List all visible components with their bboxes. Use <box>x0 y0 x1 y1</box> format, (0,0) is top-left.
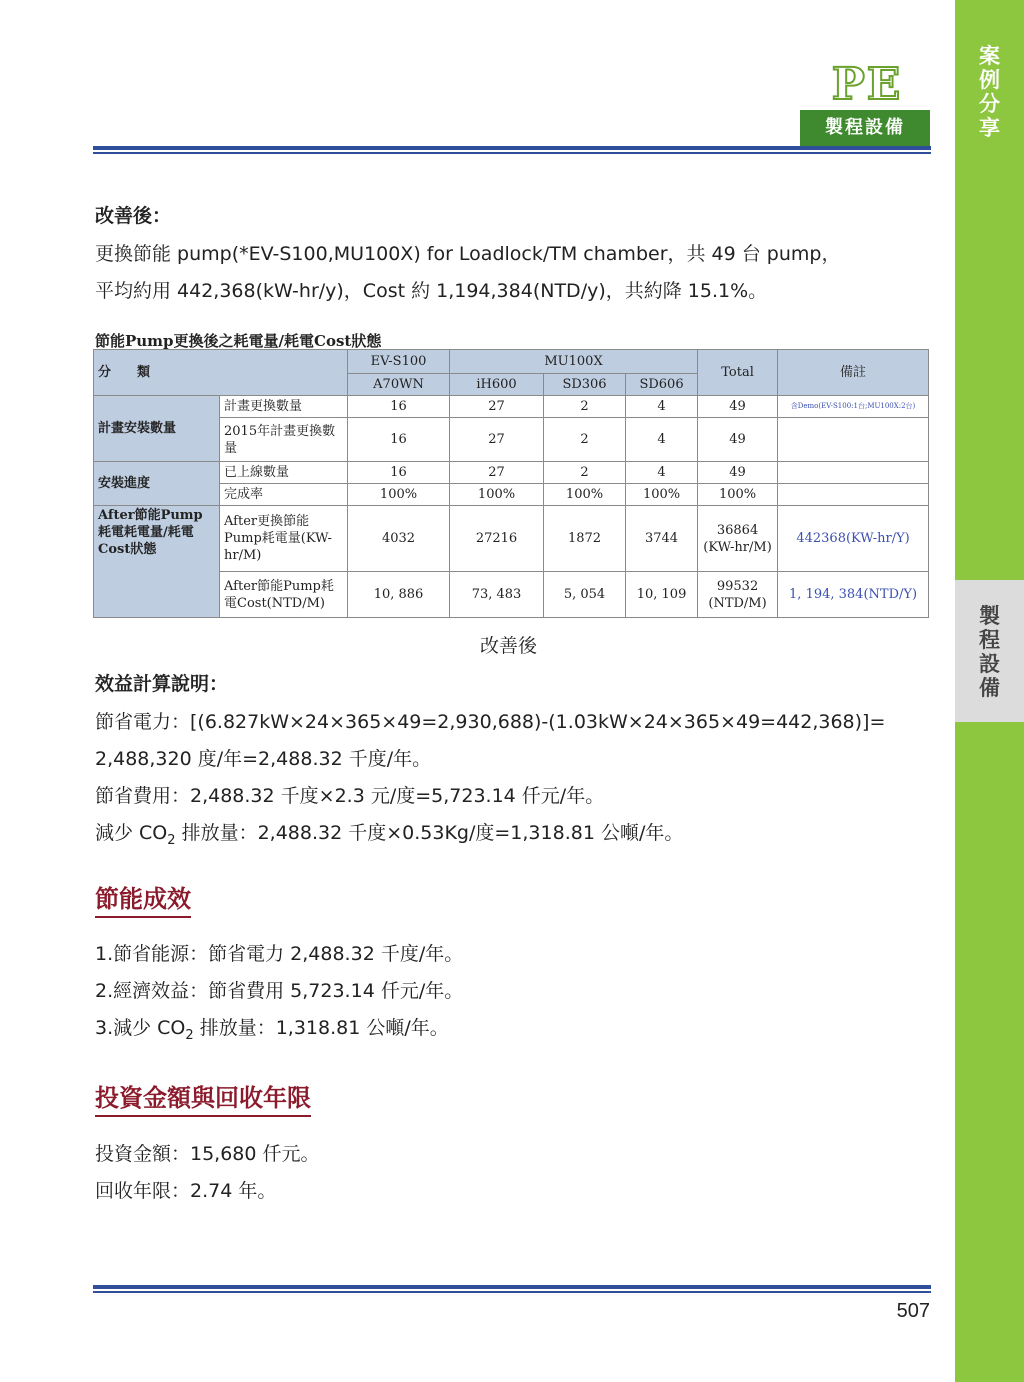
pump-table <box>93 349 929 618</box>
cell: 16 <box>348 462 450 484</box>
group-after: After節能Pump耗電耗電量/耗電Cost狀態 <box>94 506 220 618</box>
cell-total: 49 <box>698 418 778 462</box>
cell: 2 <box>544 462 626 484</box>
improvement-section <box>95 204 935 310</box>
cell: 73, 483 <box>450 572 544 618</box>
list-item: 2.經濟效益：節省費用 5,723.14 仟元/年。 <box>95 980 464 1002</box>
cell: 100% <box>544 484 626 506</box>
cell: 27 <box>450 396 544 418</box>
side-label-tab: 製 程 設 備 <box>979 604 1000 700</box>
payback-period: 回收年限：2.74 年。 <box>95 1180 277 1202</box>
cell-note <box>778 462 929 484</box>
cell: 4032 <box>348 506 450 572</box>
cell-note: 1, 194, 384(NTD/Y) <box>778 572 929 618</box>
row-label: 計畫更換數量 <box>220 396 348 418</box>
cell-note: 含Demo(EV-S100:1台;MU100X:2台) <box>778 396 929 418</box>
cell-total: 100% <box>698 484 778 506</box>
cell: 2 <box>544 396 626 418</box>
group-progress: 安裝進度 <box>94 462 220 506</box>
cell: 27216 <box>450 506 544 572</box>
cell-total: 36864 (KW-hr/M) <box>698 506 778 572</box>
benefit-line-3: 節省費用：2,488.32 千度×2.3 元/度=5,723.14 仟元/年。 <box>95 785 605 807</box>
effect-list <box>95 936 935 1054</box>
improvement-line-2: 平均約用 442,368(kW-hr/y)，Cost 約 1,194,384(NTD/y)，共約降 15.1%。 <box>95 280 768 302</box>
header-rule <box>93 146 931 154</box>
cell: 5, 054 <box>544 572 626 618</box>
benefit-section <box>95 672 935 859</box>
cell: 27 <box>450 462 544 484</box>
page-number: 507 <box>896 1300 930 1322</box>
benefit-heading: 效益計算說明： <box>95 673 229 695</box>
row-label: 完成率 <box>220 484 348 506</box>
header-total: Total <box>698 350 778 396</box>
row-label: After更換節能Pump耗電量(KW-hr/M) <box>220 506 348 572</box>
improvement-line-1: 更換節能 pump(*EV-S100,MU100X) for Loadlock/TM chamber，共 49 台 pump， <box>95 243 841 265</box>
benefit-line-4: 減少 $CO_2$ 排放量：2,488.32 千度×0.53Kg/度=1,318.81 公噸/年。 <box>95 822 684 848</box>
header-mu: MU100X <box>450 350 698 374</box>
row-label: 已上線數量 <box>220 462 348 484</box>
cell: 4 <box>626 396 698 418</box>
group-plan: 計畫安裝數量 <box>94 396 220 462</box>
footer-rule <box>93 1285 931 1293</box>
cell-note: 442368(KW-hr/Y) <box>778 506 929 572</box>
header-model: iH600 <box>450 374 544 396</box>
header-category: 分 類 <box>94 350 348 396</box>
benefit-line-2: 2,488,320 度/年=2,488.32 千度/年。 <box>95 748 432 770</box>
cell: 10, 886 <box>348 572 450 618</box>
row-label: 2015年計畫更換數量 <box>220 418 348 462</box>
list-item: 3.減少 $CO_2$ 排放量：1,318.81 公噸/年。 <box>95 1017 449 1043</box>
cell-note <box>778 484 929 506</box>
cell: 16 <box>348 396 450 418</box>
row-label: After節能Pump耗電Cost(NTD/M) <box>220 572 348 618</box>
cell: 4 <box>626 462 698 484</box>
benefit-line-1: 節省電力：[(6.827kW×24×365×49=2,930,688)-(1.03kW×24×365×49=442,368)]= <box>95 711 886 733</box>
header-model: A70WN <box>348 374 450 396</box>
side-label-top: 案 例 分 享 <box>979 44 1000 140</box>
cell: 100% <box>626 484 698 506</box>
table-title: 節能Pump更換後之耗電量/耗電Cost狀態 <box>95 332 382 350</box>
list-item: 1.節省能源：節省電力 2,488.32 千度/年。 <box>95 943 464 965</box>
header-model: SD606 <box>626 374 698 396</box>
cell-total: 49 <box>698 396 778 418</box>
cell: 27 <box>450 418 544 462</box>
cell: 100% <box>450 484 544 506</box>
effect-title: 節能成效 <box>95 884 191 918</box>
investment-amount: 投資金額：15,680 仟元。 <box>95 1143 320 1165</box>
cell: 2 <box>544 418 626 462</box>
cell: 3744 <box>626 506 698 572</box>
pe-logo: PE <box>831 59 903 110</box>
cell: 4 <box>626 418 698 462</box>
cell: 100% <box>348 484 450 506</box>
investment-title: 投資金額與回收年限 <box>95 1083 311 1117</box>
cell: 1872 <box>544 506 626 572</box>
cell-total: 49 <box>698 462 778 484</box>
investment-list <box>95 1136 935 1210</box>
table-caption: 改善後 <box>480 635 538 657</box>
header-note: 備註 <box>778 350 929 396</box>
cell-note <box>778 418 929 462</box>
section-badge: 製程設備 <box>800 110 930 146</box>
cell-total: 99532 (NTD/M) <box>698 572 778 618</box>
header-model: SD306 <box>544 374 626 396</box>
cell: 10, 109 <box>626 572 698 618</box>
header-ev: EV-S100 <box>348 350 450 374</box>
cell: 16 <box>348 418 450 462</box>
improvement-heading: 改善後： <box>95 205 172 227</box>
